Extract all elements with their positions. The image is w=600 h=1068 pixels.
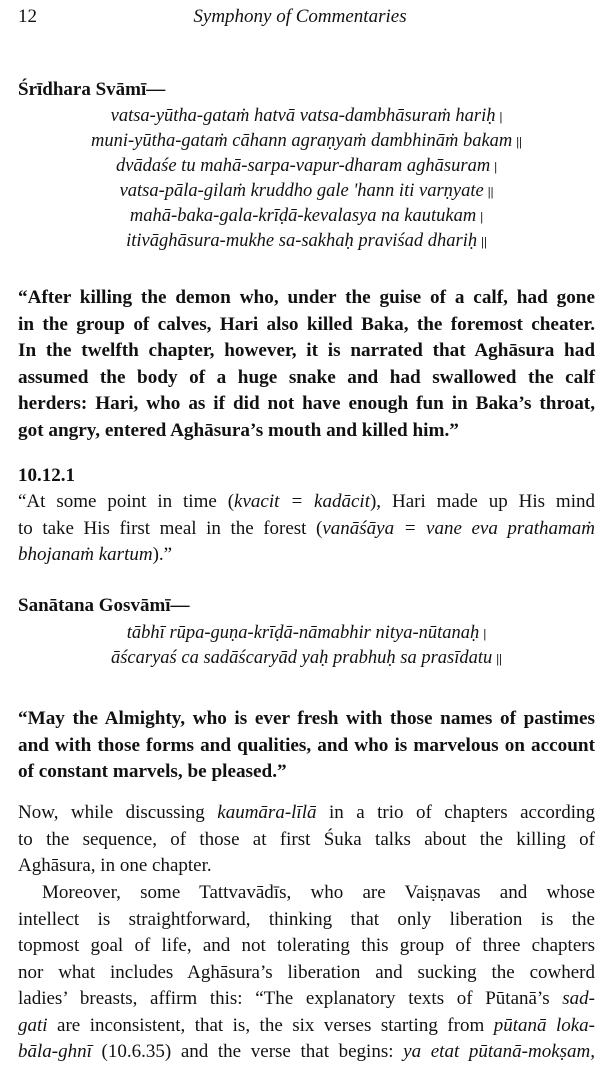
sanskrit-verse-sridhara bbox=[18, 104, 595, 254]
text-line: to the sequence, of those at first Śuka talks about the killing of bbox=[18, 828, 595, 850]
verse-line: dvādaśe tu mahā-sarpa-vapur-dharam aghāsuram | bbox=[115, 156, 498, 176]
page-number: 12 bbox=[18, 6, 37, 27]
text-line: “At some point in time (kvacit = kadācit), Hari made up His mind bbox=[18, 491, 595, 512]
text-line: bāla-ghnī (10.6.35) and the verse that begins: ya etat pūtanā-mokṣam, bbox=[18, 1041, 595, 1062]
translation-sanatana bbox=[18, 706, 595, 786]
verse-line: tābhī rūpa-guṇa-krīḍā-nāmabhir nitya-nūtanaḥ | bbox=[126, 623, 487, 643]
verse-translation bbox=[18, 489, 595, 569]
verse-line: mahā-baka-gala-krīḍā-kevalasya na kautukam | bbox=[129, 206, 484, 226]
running-title: Symphony of Commentaries bbox=[193, 6, 407, 27]
text-line: topmost goal of life, and not tolerating this group of three chapters bbox=[18, 935, 595, 956]
sanskrit-verse-sanatana bbox=[18, 621, 595, 671]
paragraph bbox=[18, 800, 595, 880]
translation-line: In the twelfth chapter, however, it is narrated that Aghāsura had bbox=[18, 340, 595, 361]
translation-line: and with those forms and qualities, and who is marvelous on account bbox=[18, 734, 595, 756]
text-line: Moreover, some Tattvavādīs, who are Vaiṣṇavas and whose bbox=[42, 882, 595, 903]
text-line: bhojanaṁ kartum).” bbox=[18, 544, 173, 565]
text-line: nor what includes Aghāsura’s liberation and sucking the cowherd bbox=[18, 961, 595, 983]
verse-line: muni-yūtha-gataṁ cāhann agraṇyaṁ dambhināṁ bakam || bbox=[90, 131, 523, 151]
verse-line: itivāghāsura-mukhe sa-sakhaḥ praviśad dhariḥ || bbox=[126, 231, 487, 251]
commentator-heading-sanatana: Sanātana Gosvāmī— bbox=[18, 595, 190, 616]
verse-line: vatsa-yūtha-gataṁ hatvā vatsa-dambhāsuraṁ hariḥ | bbox=[110, 106, 503, 126]
commentator-heading-sridhara: Śrīdhara Svāmī— bbox=[18, 79, 166, 100]
verse-line: vatsa-pāla-gilaṁ kruddho gale 'hann iti varṇyate || bbox=[119, 181, 494, 201]
translation-line: “May the Almighty, who is ever fresh with those names of pastimes bbox=[18, 708, 595, 729]
text-line: ladies’ breasts, affirm this: “The explanatory texts of Pūtanā’s sad- bbox=[18, 988, 595, 1009]
translation-line: “After killing the demon who, under the guise of a calf, had gone bbox=[18, 287, 595, 308]
verse-line: āścaryaś ca sadāścaryād yaḥ prabhuḥ sa prasīdatu || bbox=[110, 648, 503, 668]
verse-number: 10.12.1 bbox=[18, 465, 75, 486]
translation-line: herders: Hari, who as if did not have enough fun in Baka’s throat, bbox=[18, 393, 595, 414]
translation-line: in the group of calves, Hari also killed Baka, the foremost cheater. bbox=[18, 313, 595, 335]
text-line: Now, while discussing kaumāra-līlā in a trio of chapters according bbox=[18, 802, 595, 823]
translation-sridhara bbox=[18, 285, 595, 444]
text-line: intellect is straightforward, thinking that only liberation is the bbox=[18, 908, 595, 930]
text-line: gati are inconsistent, that is, the six verses starting from pūtanā loka- bbox=[18, 1014, 595, 1036]
paragraph bbox=[18, 880, 595, 1066]
running-head bbox=[18, 6, 582, 28]
translation-line: of constant marvels, be pleased.” bbox=[18, 761, 287, 782]
translation-line: got angry, entered Aghāsura’s mouth and killed him.” bbox=[18, 419, 459, 441]
translation-line: assumed the body of a huge snake and had swallowed the calf bbox=[18, 366, 595, 388]
text-line: to take His first meal in the forest (vanāśāya = vane eva prathamaṁ bbox=[18, 517, 595, 539]
text-line: Aghāsura, in one chapter. bbox=[18, 855, 212, 876]
